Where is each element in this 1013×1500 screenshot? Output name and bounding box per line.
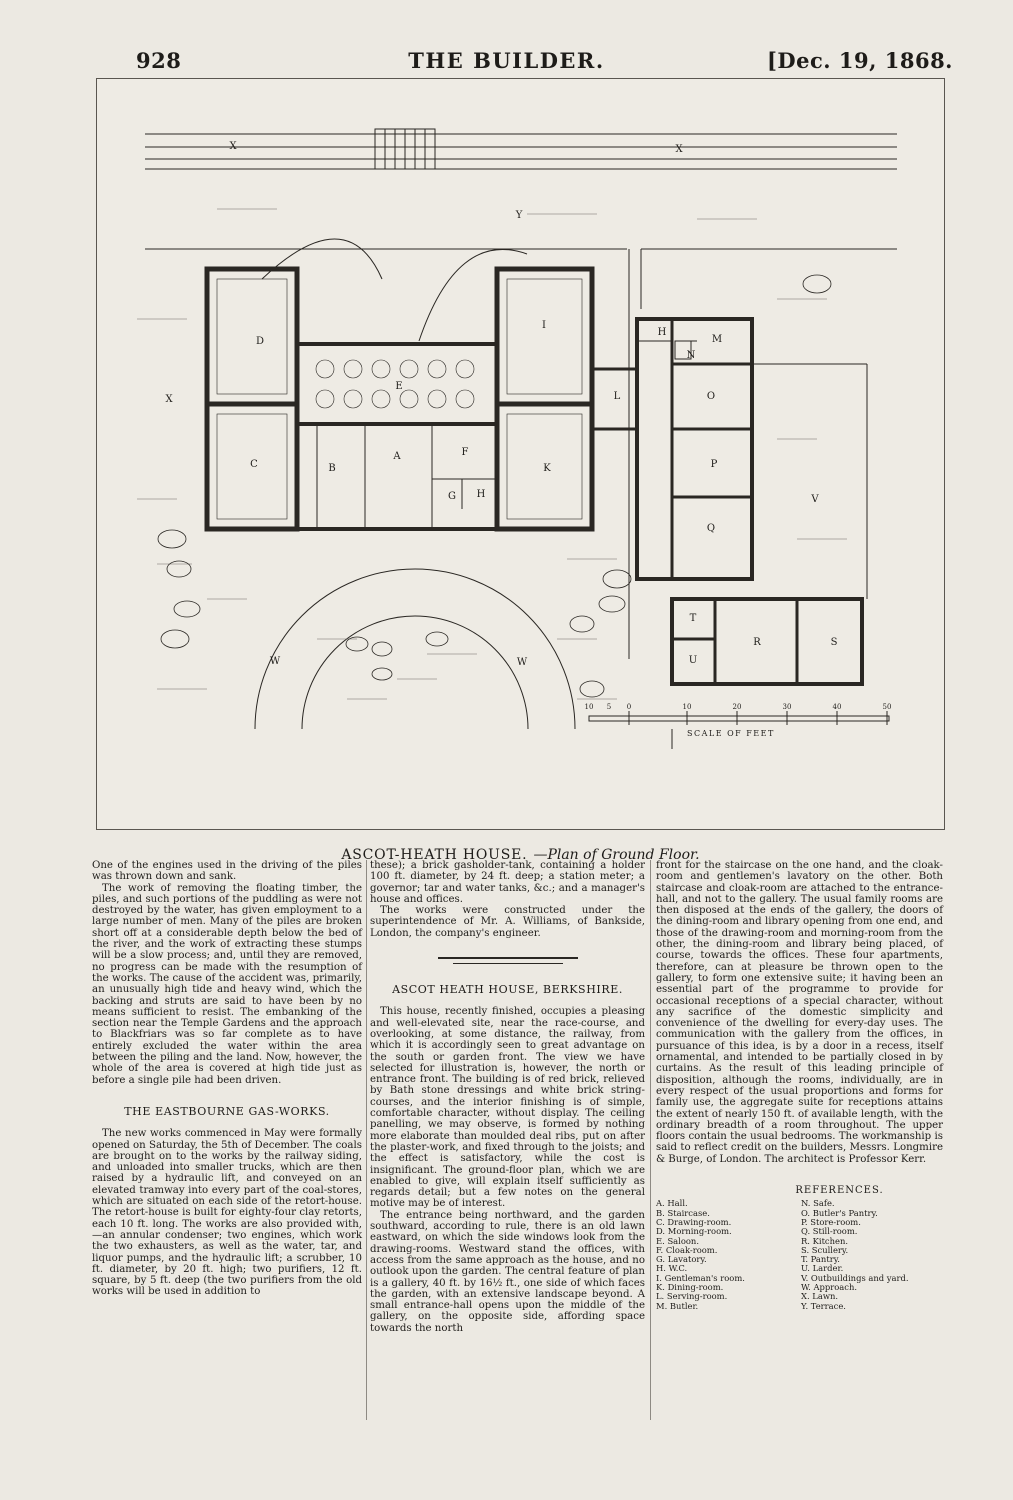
references-left: [656, 1199, 801, 1311]
section-heading: THE EASTBOURNE GAS-WORKS.: [124, 1104, 330, 1118]
reference-item: F. Cloak-room.: [656, 1244, 718, 1255]
reference-item: B. Staircase.: [656, 1207, 710, 1218]
scale-label: SCALE OF FEET: [687, 729, 775, 738]
room-label-n: N: [686, 350, 696, 361]
paragraph: these); a brick gasholder-tank, containing a holder 100 ft. diameter, by 24 ft. deep; a station meter; a governor; tar and water tanks, &c.; and a manager's house and offices.: [370, 860, 645, 905]
room-label-l: L: [613, 391, 621, 402]
paragraph: This house, recently finished, occupies a pleasing and well-elevated site, near the race-course, and overlooking, at some distance, the railway, from which it is accordingly seen to great advantage on the south or garden front. The view we have selected for illustration is, however, the north or entrance front. The building is of red brick, relieved by Bath stone dressings and white brick string-courses, and the interior finishing is of simple, comfortable character, without display. The ceiling panelling, we may observe, is formed by nothing more elaborate than moulded deal ribs, put on after the plaster-work, and fixed through to the joists; and the effect is satisfactory, while the cost is insignificant. The ground-floor plan, which we are enabled to give, will explain itself sufficiently as regards detail; but a few notes on the general motive may be of interest.: [370, 1006, 645, 1210]
scale-tick: 10: [584, 703, 594, 711]
room-label-x: X: [165, 394, 173, 405]
room-label-g: G: [448, 491, 456, 502]
scale-tick: 30: [782, 703, 792, 711]
reference-item: V. Outbuildings and yard.: [801, 1272, 909, 1283]
room-label-k: K: [543, 463, 551, 474]
reference-item: Y. Terrace.: [801, 1300, 846, 1311]
paragraph: The new works commenced in May were formally opened on Saturday, the 5th of December. The coals are brought on to the works by the railway siding, and unloaded into smaller trucks, which are then raised by a hydraulic lift, and conveyed on an elevated tramway into every part of the coal-stores, which are situated on each side of the retort-house. The retort-house is built for eighty-four clay retorts, each 10 ft. long. The works are also provided with,—an annular condenser; two engines, which work the two exhausters, as well as the water, tar, and liquor pumps, and the hydraulic lift; a scrubber, 10 ft. diameter, by 20 ft. high; two purifiers, 12 ft. square, by 5 ft. deep (the two purifiers from the old works will be used in addition to: [92, 1128, 362, 1298]
reference-item: T. Pantry.: [801, 1254, 840, 1265]
references-heading: REFERENCES.: [795, 1185, 884, 1197]
section-heading: ASCOT HEATH HOUSE, BERKSHIRE.: [392, 983, 623, 997]
room-label-h: H: [476, 489, 486, 500]
reference-item: I. Gentleman's room.: [656, 1272, 745, 1283]
room-label-q: Q: [706, 523, 716, 534]
reference-item: M. Butler.: [656, 1300, 699, 1311]
room-label-o: O: [706, 391, 716, 402]
references-right: [801, 1199, 943, 1311]
reference-item: H. W.C.: [656, 1263, 688, 1274]
reference-item: O. Butler's Pantry.: [801, 1207, 878, 1218]
journal-title: THE BUILDER.: [408, 48, 605, 73]
scale-tick: 20: [732, 703, 742, 711]
floor-plan-drawing: [97, 79, 944, 829]
paragraph: The entrance being northward, and the garden southward, according to rule, there is an old lawn eastward, on which the side windows look from the drawing-rooms. Westward stand the offices, with access from the same approach as the house, and no outlook upon the garden. The central feature of plan is a gallery, 40 ft. by 16½ ft., one side of which faces the garden, with an extensive landscape beyond. A small entrance-hall opens upon the middle of the gallery, on the opposite side, affording space towards the north: [370, 1209, 645, 1334]
reference-item: G. Lavatory.: [656, 1254, 707, 1265]
reference-item: A. Hall.: [656, 1198, 688, 1209]
section-divider: [453, 963, 563, 964]
room-label-i: I: [542, 320, 546, 331]
references-list: [656, 1199, 943, 1311]
text-column-3: [656, 860, 943, 1311]
scale-tick: 40: [832, 703, 842, 711]
room-label-v: V: [811, 494, 819, 505]
room-label-y: Y: [515, 210, 523, 221]
room-label-d: D: [255, 336, 265, 347]
paragraph: One of the engines used in the driving of the piles was thrown down and sank.: [92, 860, 362, 883]
room-label-f: F: [461, 447, 469, 458]
room-label-r: R: [753, 637, 761, 648]
reference-item: E. Saloon.: [656, 1235, 699, 1246]
column-rule: [650, 860, 651, 1420]
caption-subtitle: —Plan of Ground Floor.: [533, 847, 700, 863]
issue-date: [Dec. 19, 1868.: [766, 48, 953, 73]
scale-tick: 50: [882, 703, 892, 711]
text-column-2: [370, 860, 645, 1334]
section-divider: [438, 957, 578, 959]
reference-item: W. Approach.: [801, 1281, 858, 1292]
paragraph: The works were constructed under the superintendence of Mr. A. Williams, of Bankside, London, the company's engineer.: [370, 905, 645, 939]
reference-item: R. Kitchen.: [801, 1235, 849, 1246]
reference-item: Q. Still-room.: [801, 1226, 858, 1237]
reference-item: C. Drawing-room.: [656, 1216, 732, 1227]
reference-item: N. Safe.: [801, 1198, 835, 1209]
room-label-x: X: [675, 144, 683, 155]
room-label-w: W: [516, 657, 528, 668]
scale-tick: 10: [682, 703, 692, 711]
room-label-t: T: [689, 613, 697, 624]
reference-item: P. Store-room.: [801, 1216, 861, 1227]
room-label-b: B: [328, 463, 336, 474]
room-label-s: S: [830, 637, 838, 648]
reference-item: D. Morning-room.: [656, 1226, 732, 1237]
room-label-m: M: [711, 334, 723, 345]
floor-plan-plate: [96, 78, 945, 863]
scale-tick: 5: [606, 703, 612, 711]
reference-item: K. Dining-room.: [656, 1281, 724, 1292]
room-label-w: W: [269, 656, 281, 667]
paragraph: front for the staircase on the one hand, and the cloak-room and gentlemen's lavatory on the other. Both staircase and cloak-room are attached to the entrance-hall, and not to the gallery. The usual family rooms are then disposed at the ends of the gallery, the doors of the dining-room and library opening from one end, and those of the drawing-room and morning-room from the other, the dining-room and library being placed, of course, towards the offices. These four apartments, therefore, can at pleasure be thrown open to the gallery, to form one extensive suite; it having been an essential part of the programme to provide for occasional receptions of a special character, without any sacrifice of the domestic simplicity and convenience of the dwelling for every-day uses. The communication with the gallery from the offices, in pursuance of this idea, is by a door in a recess, itself ornamental, and intended to be partially closed in by curtains. As the result of this leading principle of disposition, although the rooms, individually, are in every respect of the usual proportions and forms for family use, the aggregate suite for receptions attains the extent of nearly 150 ft. of available length, with the ordinary breadth of a room throughout. The upper floors contain the usual bedrooms. The workmanship is said to reflect credit on the builders, Messrs. Longmire & Burge, of London. The architect is Professor Kerr.: [656, 860, 943, 1165]
reference-item: L. Serving-room.: [656, 1291, 728, 1302]
room-label-u: U: [688, 655, 698, 666]
page-number: 928: [136, 48, 182, 73]
room-label-c: C: [250, 459, 258, 470]
text-column-1: [92, 860, 362, 1298]
reference-item: U. Larder.: [801, 1263, 844, 1274]
room-label-h: H: [657, 327, 667, 338]
room-label-e: E: [395, 381, 403, 392]
caption-title: ASCOT-HEATH HOUSE.: [341, 847, 528, 863]
reference-item: X. Lawn.: [801, 1291, 839, 1302]
reference-item: S. Scullery.: [801, 1244, 849, 1255]
column-rule: [366, 860, 367, 1420]
room-label-x: X: [229, 141, 237, 152]
room-label-p: P: [710, 459, 718, 470]
paragraph: The work of removing the floating timber, the piles, and such portions of the puddling as were not destroyed by the water, has given employment to a large number of men. Many of the piles are broken short off at a considerable depth below the bed of the river, and the work of extracting these stumps will be a slow process; and, until they are removed, no progress can be made with the resumption of the works. The cause of the accident was, primarily, an unusually high tide and heavy wind, which the backing and struts are said to have been by no means sufficient to resist. The embanking of the section near the Temple Gardens and the approach to Blackfriars was so far complete as to have entirely excluded the water within the area between the piling and the land. Now, however, the whole of the area is covered at high tide just as before a single pile had been driven.: [92, 882, 362, 1086]
room-label-a: A: [393, 451, 401, 462]
scale-tick: 0: [626, 703, 632, 711]
